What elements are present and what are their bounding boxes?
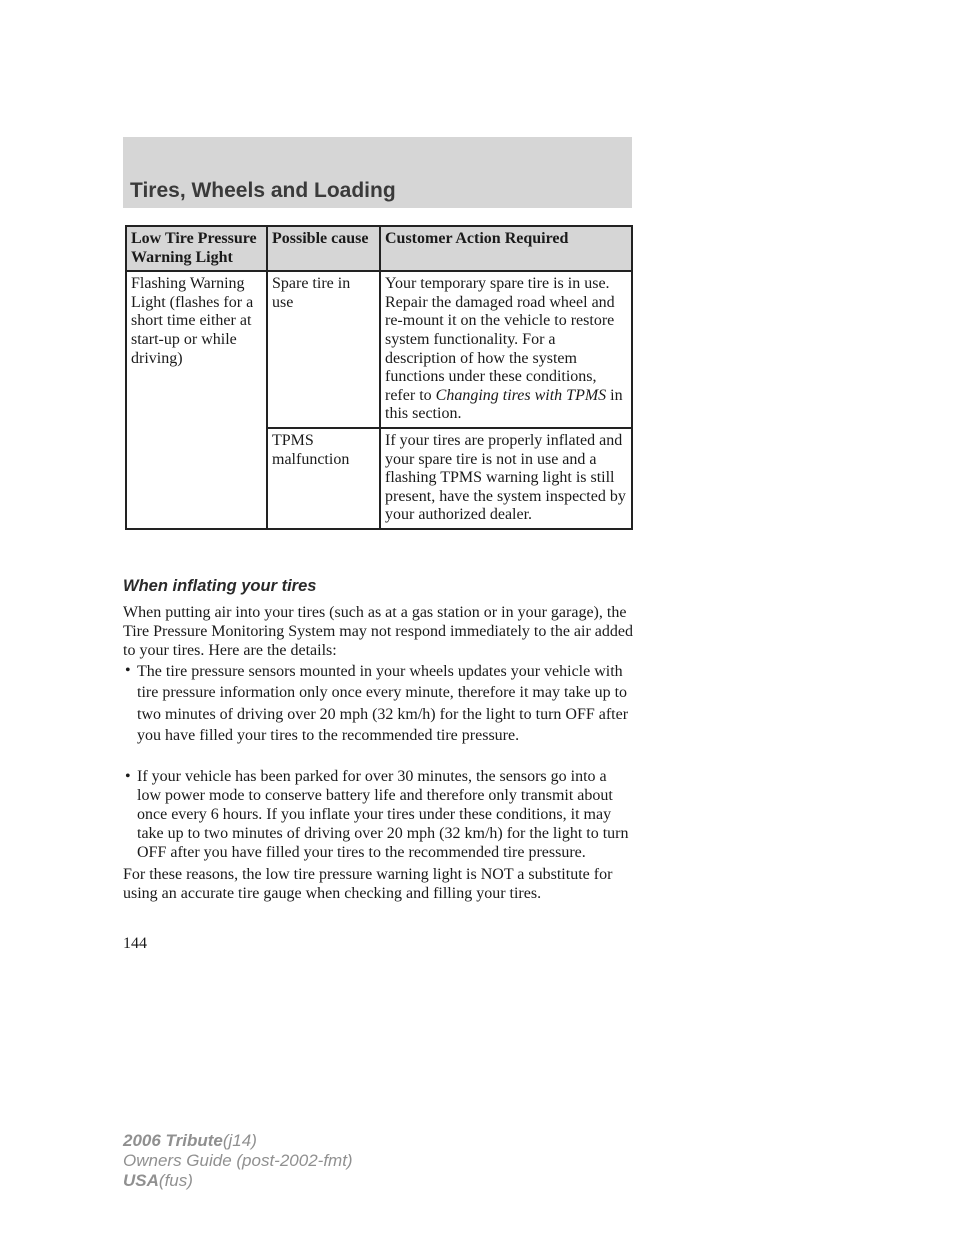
intro-paragraph: When putting air into your tires (such as at a gas station or in your garage), the Tire Pressure Monitoring System may not respond immediately to the air added to your tires. Here are the details: — [123, 604, 633, 659]
list-item-text: The tire pressure sensors mounted in your wheels updates your vehicle with tire pressure information only once every minute, therefore it may take up to two minutes of driving over 20 mph (32 km/h) for the light to turn OFF after you have filled your tires to the recommended tire pressure. — [137, 663, 629, 744]
footer-model: 2006 Tribute — [123, 1131, 223, 1150]
footer-line — [123, 1131, 353, 1151]
page-title: Tires, Wheels and Loading — [130, 179, 396, 202]
action-cell: If your tires are properly inflated and your spare tire is not in use and a flashing TPMS warning light is still present, have the system inspected by your authorized dealer. — [380, 428, 632, 529]
cause-cell: TPMS malfunction — [267, 428, 380, 529]
column-header-light: Low Tire Pressure Warning Light — [126, 226, 267, 271]
column-header-cause: Possible cause — [267, 226, 380, 271]
table-row — [126, 271, 632, 428]
page-number: 144 — [123, 935, 147, 952]
light-cell: Flashing Warning Light (flashes for a short time either at start-up or while driving) — [126, 271, 267, 529]
action-cell — [380, 271, 632, 428]
cause-cell: Spare tire in use — [267, 271, 380, 428]
tpms-warning-table — [125, 225, 633, 530]
bullet-icon: • — [125, 768, 131, 785]
column-header-action: Customer Action Required — [380, 226, 632, 271]
cross-reference: Changing tires with TPMS — [435, 386, 607, 404]
footer-market: USA — [123, 1171, 159, 1190]
list-item — [123, 661, 633, 746]
document-footer — [123, 1131, 353, 1191]
table-header-row — [126, 226, 632, 271]
list-item-text: If your vehicle has been parked for over 30 minutes, the sensors go into a low power mode to conserve battery life and therefore only transmit about once every 6 hours. If you inflate your tires under these conditions, it may take up to two minutes of driving over 20 mph (32 km/h) for the light to turn OFF after you have filled your tires to the recommended tire pressure. — [137, 768, 629, 861]
footer-line — [123, 1171, 353, 1191]
section-heading: When inflating your tires — [123, 577, 317, 595]
closing-paragraph: For these reasons, the low tire pressure warning light is NOT a substitute for using an accurate tire gauge when checking and filling your tires. — [123, 866, 613, 902]
footer-model-code: (j14) — [222, 1131, 257, 1150]
footer-line: Owners Guide (post-2002-fmt) — [123, 1151, 353, 1170]
action-text: Your temporary spare tire is in use. Repair the damaged road wheel and re-mount it on the vehicle to restore system functionality. For a description of how the system functions under these conditions, refer to — [385, 275, 615, 404]
action-text-tail: in this section. — [385, 386, 623, 423]
list-item — [123, 767, 633, 862]
footer-market-code: (fus) — [158, 1171, 193, 1190]
bullet-icon: • — [125, 662, 131, 679]
